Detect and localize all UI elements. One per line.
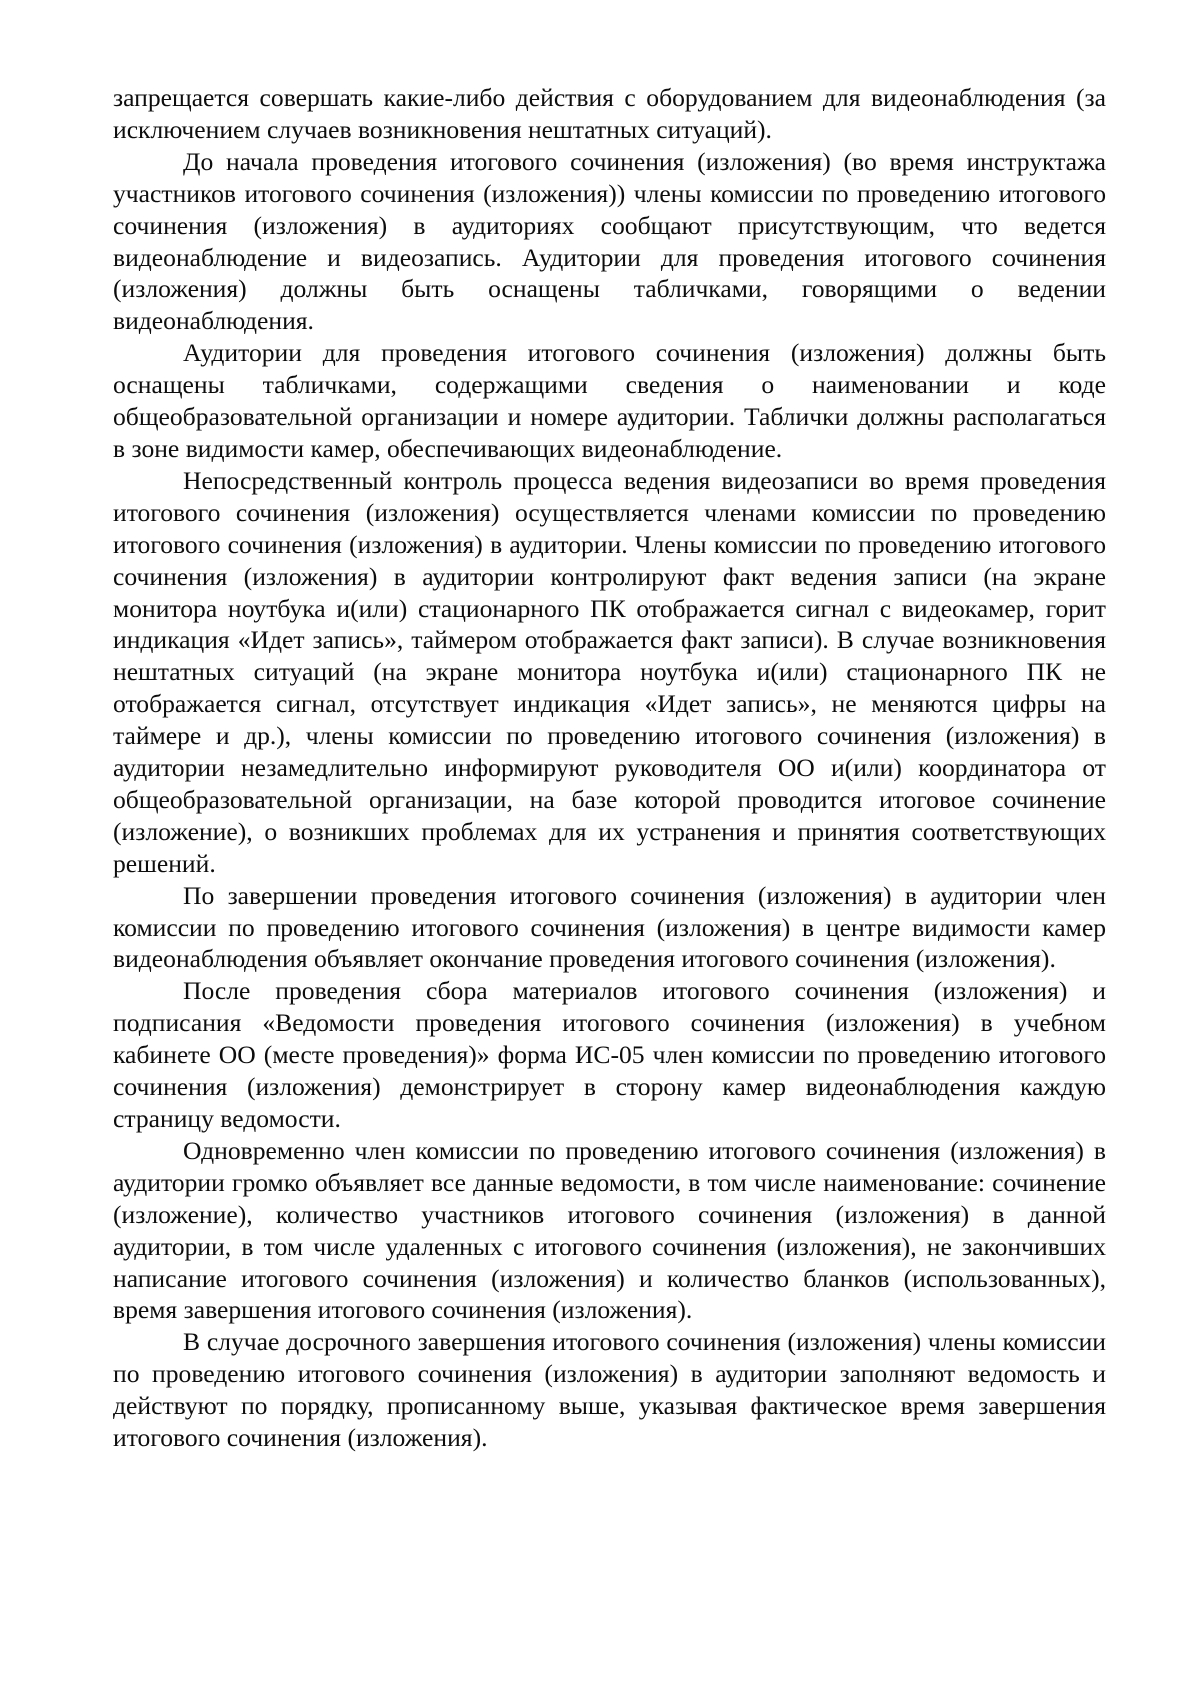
paragraph-continuation: запрещается совершать какие-либо действия с оборудованием для видеонаблюдения (за исключением случаев возникновения нештатных ситуаций). — [113, 83, 1106, 144]
document-body — [113, 82, 1106, 1454]
paragraph-statement-demonstration: После проведения сбора материалов итогового сочинения (изложения) и подписания «Ведомости проведения итогового сочинения (изложения) в учебном кабинете ОО (месте проведения)» форма ИС-05 член комиссии по проведению итогового сочинения (изложения) демонстрирует в сторону камер видеонаблюдения каждую страницу ведомости. — [113, 976, 1106, 1133]
paragraph-completion-announcement: По завершении проведения итогового сочинения (изложения) в аудитории член комиссии по проведению итогового сочинения (изложения) в центре видимости камер видеонаблюдения объявляет окончание проведения итогового сочинения (изложения). — [113, 880, 1106, 974]
paragraph-statement-readout: Одновременно член комиссии по проведению итогового сочинения (изложения) в аудитории громко объявляет все данные ведомости, в том числе наименование: сочинение (изложение), количество участников итогового сочинения (изложения) в данной аудитории, в том числе удаленных с итогового сочинения (изложения), не закончивших написание итогового сочинения (изложения) и количество бланков (использованных), время завершения итогового сочинения (изложения). — [113, 1135, 1106, 1325]
paragraph-room-signs: Аудитории для проведения итогового сочинения (изложения) должны быть оснащены табличками, содержащими сведения о наименовании и коде общеобразовательной организации и номере аудитории. Таблички должны располагаться в зоне видимости камер, обеспечивающих видеонаблюдение. — [113, 338, 1106, 463]
paragraph-early-completion: В случае досрочного завершения итогового сочинения (изложения) члены комиссии по проведению итогового сочинения (изложения) в аудитории заполняют ведомость и действуют по порядку, прописанному выше, указывая фактическое время завершения итогового сочинения (изложения). — [113, 1327, 1106, 1453]
paragraph-briefing-notice: До начала проведения итогового сочинения (изложения) (во время инструктажа участников итогового сочинения (изложения)) члены комиссии по проведению итогового сочинения (изложения) в аудиториях сообщают присутствующим, что ведется видеонаблюдение и видеозапись. Аудитории для проведения итогового сочинения (изложения) должны быть оснащены табличками, говорящими о ведении видеонаблюдения. — [113, 146, 1106, 336]
paragraph-recording-control: Непосредственный контроль процесса ведения видеозаписи во время проведения итогового сочинения (изложения) осуществляется членами комиссии по проведению итогового сочинения (изложения) в аудитории. Члены комиссии по проведению итогового сочинения (изложения) в аудитории контролируют факт ведения записи (на экране монитора ноутбука и(или) стационарного ПК отображается сигнал с видеокамер, горит индикация «Идет запись», таймером отображается факт записи). В случае возникновения нештатных ситуаций (на экране монитора ноутбука и(или) стационарного ПК не отображается сигнал, отсутствует индикация «Идет запись», не меняются цифры на таймере и др.), члены комиссии по проведению итогового сочинения (изложения) в аудитории незамедлительно информируют руководителя ОО и(или) координатора от общеобразовательной организации, на базе которой проводится итоговое сочинение (изложение), о возникших проблемах для их устранения и принятия соответствующих решений. — [113, 465, 1106, 878]
